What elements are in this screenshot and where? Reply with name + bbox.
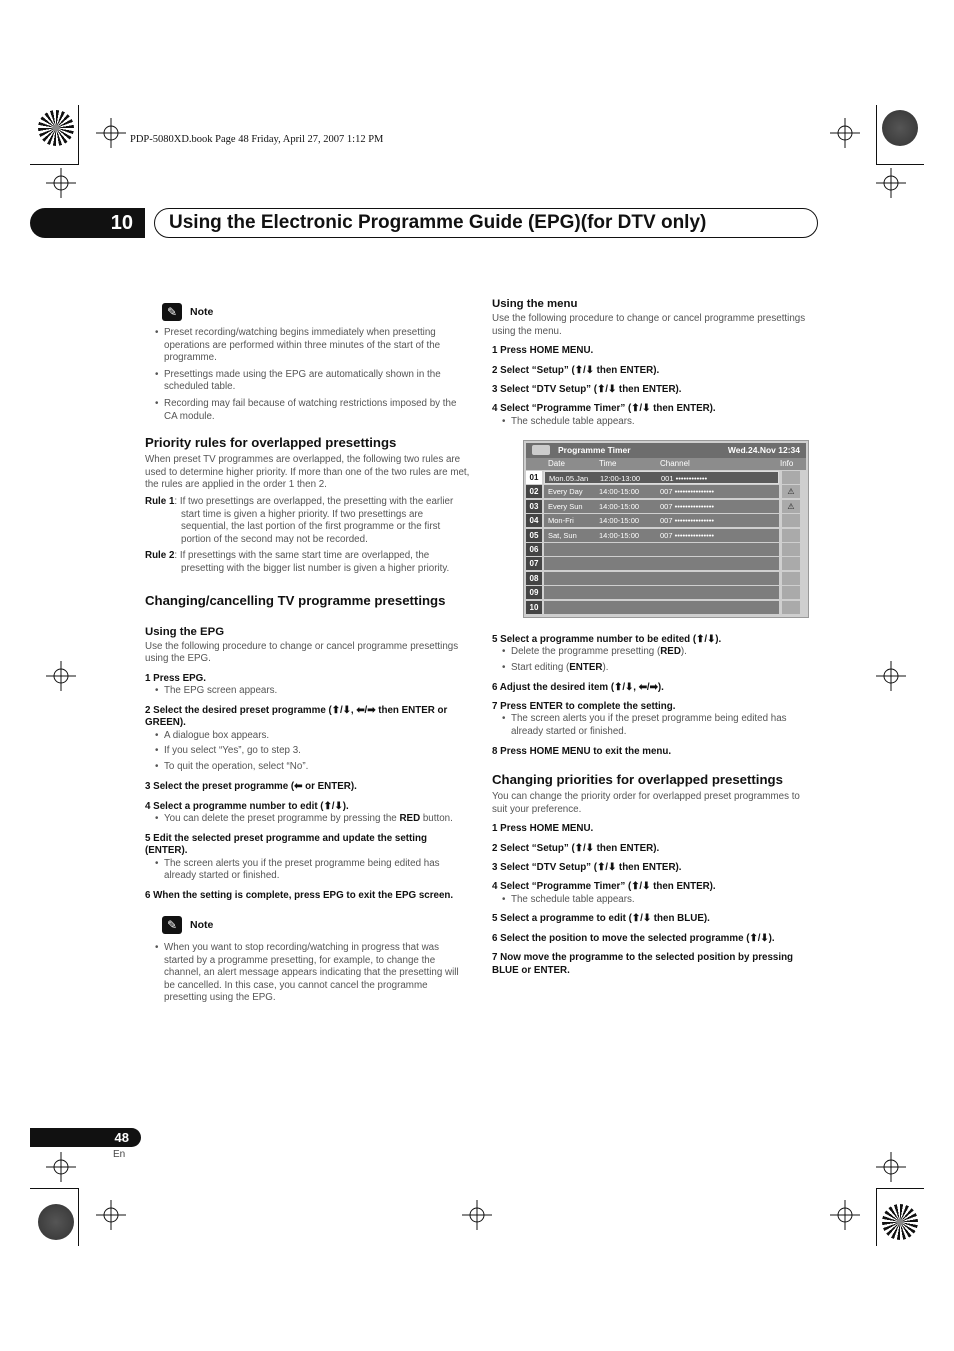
menu-step-7: 7 Press ENTER to complete the setting. [492,701,676,712]
timer-row-body [544,529,779,542]
registration-target-icon [38,1204,74,1240]
timer-row[interactable] [526,485,806,498]
crosshair-icon [46,168,76,198]
crosshair-icon [96,118,126,148]
note-item: • Preset recording/watching begins immediately when presetting operations are performed within three minutes of the start of the programme. [155,327,470,365]
registration-target-icon [882,1204,918,1240]
note-list [155,327,470,423]
timer-row-date: Sat, Sun [548,530,577,540]
note-item: • Presettings made using the EPG are automatically shown in the scheduled table. [155,369,470,394]
priority-intro: When preset TV programmes are overlapped, the following two rules are used to determine higher priority. If more than one of the two rules are met, the rules are applied in the order 1 then 2. [145,454,470,491]
timer-row-channel: 001 •••••••••••• [661,474,708,483]
crosshair-icon [462,1200,492,1230]
printer-slug: PDP-5080XD.book Page 48 Friday, April 27, 2007 1:12 PM [130,134,384,145]
note-item: • Recording may fail because of watching restrictions imposed by the CA module. [155,398,470,423]
crosshair-icon [830,1200,860,1230]
chapter-title: Using the Electronic Programme Guide (EPG)(for DTV only) [154,208,818,238]
enter-key: ENTER [569,662,603,673]
timer-row-body [544,601,779,614]
epg-step-2: 2 Select the desired preset programme (⬆/⬇, ⬅/➡ then ENTER or GREEN). [145,704,448,729]
timer-row-number: 05 [526,529,542,542]
epg-subheading: Using the EPG [145,625,225,638]
timer-row-time: 14:00-15:00 [599,530,640,540]
rule-1-text: : If two presettings are overlapped, the presetting with the earlier start time is given a higher priority. If two presettings are sequential, the last portion of the first programme or the first portion of the second may not be recorded. [174,495,454,545]
menu-step-1: 1 Press HOME MENU. [492,345,594,357]
timer-row-time: 14:00-15:00 [599,487,640,497]
timer-row-channel: 007 ••••••••••••••• [660,501,714,511]
timer-row[interactable] [526,586,806,599]
menu-step-5-bullet [502,662,817,675]
rule-2-text: : If presettings with the same start time are overlapped, the presetting with the bigger list number is given a higher priority. [174,550,450,574]
timer-row-body [544,471,779,484]
rule-2 [145,550,470,575]
note-item: • When you want to stop recording/watching in progress that was started by a programme presetting, for example, to change the channel, an alert message appears indicating that the presetting will be cancelled. In this case, you cannot cancel the programme presetting using the EPG. [155,942,470,1005]
timer-row-date: Every Day [548,487,583,497]
timer-row-channel: 007 ••••••••••••••• [660,516,714,526]
rule-1-label: Rule 1 [145,495,175,507]
timer-row-info-icon: ⚠ [782,485,800,498]
menu-step-4-bullet: • The schedule table appears. [502,416,817,429]
menu-step-3: 3 Select “DTV Setup” (⬆/⬇ then ENTER). [492,384,682,395]
header-info: Info [780,459,794,468]
language-code: En [113,1149,126,1160]
timer-row-number: 01 [526,471,542,484]
epg-step-4-bullet [155,813,470,826]
timer-row-number: 03 [526,500,542,513]
crosshair-icon [830,118,860,148]
epg-step-5-bullet: • The screen alerts you if the preset programme being edited has already started or finished. [155,858,470,883]
timer-row-channel: 007 ••••••••••••••• [660,487,714,497]
timer-row[interactable] [526,471,806,484]
epg-step-1-bullet: • The EPG screen appears. [155,685,470,698]
overlap-step-7: 7 Now move the programme to the selected position by pressing BLUE or ENTER. [492,952,794,976]
menu-step-5: 5 Select a programme number to be edited (⬆/⬇). [492,634,722,645]
timer-row-time: 14:00-15:00 [599,516,640,526]
crosshair-icon [876,661,906,691]
timer-row-body [544,557,779,570]
overlap-step-4: 4 Select “Programme Timer” (⬆/⬇ then ENTER). [492,881,716,893]
timer-row-info-icon [782,557,800,570]
note-header [162,916,470,934]
changing-heading: Changing/cancelling TV programme presettings [145,592,446,608]
timer-row-number: 07 [526,557,542,570]
timer-row-body [544,572,779,585]
programme-timer-screen [523,440,809,618]
page-number: 48 [30,1128,141,1147]
timer-row-body [544,514,779,527]
registration-target-icon [38,110,74,146]
rule-2-label: Rule 2 [145,550,175,562]
overlap-intro: You can change the priority order for overlapped preset programmes to suit your preference. [492,791,800,815]
registration-target-icon [882,110,918,146]
menu-step-5-bullet [502,646,817,659]
overlap-step-6: 6 Select the position to move the selected programme (⬆/⬇). [492,932,775,944]
crosshair-icon [46,661,76,691]
timer-row-number: 02 [526,485,542,498]
crosshair-icon [96,1200,126,1230]
timer-row-body [544,543,779,556]
programme-timer-titlebar [526,443,806,458]
left-column [145,303,470,1005]
timer-row-body [544,500,779,513]
header-date: Date [548,459,565,468]
menu-step-8: 8 Press HOME MENU to exit the menu. [492,745,672,757]
timer-row-number: 09 [526,586,542,599]
timer-row[interactable] [526,514,806,527]
epg-step-5: 5 Edit the selected preset programme and update the setting (ENTER). [145,832,427,857]
overlap-step-2: 2 Select “Setup” (⬆/⬇ then ENTER). [492,842,660,854]
timer-row-time: 12:00-13:00 [600,474,641,483]
timer-row[interactable] [526,601,806,614]
timer-row-body [544,485,779,498]
header-time: Time [599,459,617,468]
timer-row-info-icon [782,586,800,599]
timer-row-number: 08 [526,572,542,585]
crosshair-icon [876,168,906,198]
right-column-top [492,297,817,428]
epg-step-1: 1 Press EPG. [145,672,206,684]
timer-row-info-icon [782,601,800,614]
timer-row-body [544,586,779,599]
note-pencil-icon: ✎ [162,916,182,934]
chapter-number: 10 [30,208,145,238]
note-label: Note [190,305,214,318]
timer-row-date: Mon-Fri [548,516,574,526]
timer-row-number: 06 [526,543,542,556]
overlap-heading: Changing priorities for overlapped presettings [492,772,783,787]
epg-step-2-bullet: • If you select “Yes”, go to step 3. [155,745,470,758]
epg-step-4-text-end: button. [420,813,453,825]
menu-step-5-text-end: ). [680,646,687,658]
crosshair-icon [876,1152,906,1182]
timer-title: Programme Timer [558,445,631,455]
right-column-bottom [492,634,817,977]
timer-row-number: 04 [526,514,542,527]
red-key: RED [399,813,421,825]
rule-1 [145,496,470,546]
overlap-step-3: 3 Select “DTV Setup” (⬆/⬇ then ENTER). [492,862,682,873]
timer-row[interactable] [526,529,806,542]
timer-row[interactable] [526,572,806,585]
timer-row-date: Every Sun [548,501,583,511]
epg-step-2-bullet: • A dialogue box appears. [155,730,470,743]
tv-icon [532,445,550,455]
timer-row[interactable] [526,543,806,556]
menu-step-4: 4 Select “Programme Timer” (⬆/⬇ then ENTER). [492,403,716,415]
timer-column-headers [526,458,806,470]
header-channel: Channel [660,459,690,468]
timer-row-number: 10 [526,601,542,614]
epg-step-4-text: You can delete the preset programme by pressing the [164,813,400,825]
timer-row-info-icon [782,543,800,556]
red-key: RED [660,646,681,658]
epg-step-6: 6 When the setting is complete, press EPG to exit the EPG screen. [145,889,454,901]
menu-intro: Use the following procedure to change or cancel programme presettings using the menu. [492,313,806,337]
timer-row[interactable] [526,557,806,570]
menu-step-2: 2 Select “Setup” (⬆/⬇ then ENTER). [492,364,660,376]
timer-row-info-icon [782,471,800,484]
epg-step-2-bullet: • To quit the operation, select “No”. [155,761,470,774]
timer-row-info-icon [782,514,800,527]
menu-subheading: Using the menu [492,298,578,310]
menu-step-7-bullet: • The screen alerts you if the preset programme being edited has already started or finished. [502,713,817,738]
menu-step-5c-text-end: ). [602,662,609,673]
note-pencil-icon: ✎ [162,303,182,321]
menu-step-5c-text: Start editing ( [511,662,570,673]
menu-step-5-text: Delete the programme presetting ( [511,646,661,658]
overlap-step-4-bullet: • The schedule table appears. [502,894,817,907]
epg-step-3: 3 Select the preset programme (⬅ or ENTER). [145,781,357,793]
timer-row-channel: 007 ••••••••••••••• [660,530,714,540]
priority-heading: Priority rules for overlapped presettings [145,435,397,451]
menu-step-6: 6 Adjust the desired item (⬆/⬇, ⬅/➡). [492,681,664,693]
note-header [162,303,470,321]
timer-row-info-icon [782,572,800,585]
timer-row-info-icon: ⚠ [782,500,800,513]
timer-row-time: 14:00-15:00 [599,501,640,511]
overlap-step-5: 5 Select a programme to edit (⬆/⬇ then BLUE). [492,913,710,925]
overlap-step-1: 1 Press HOME MENU. [492,823,594,835]
timer-row-info-icon [782,529,800,542]
timer-date: Wed.24.Nov 12:34 [727,445,800,455]
note-label: Note [190,918,214,931]
epg-intro: Use the following procedure to change or cancel programme presettings using the EPG. [145,640,459,665]
epg-step-4: 4 Select a programme number to edit (⬆/⬇). [145,800,349,812]
timer-row-date: Mon.05.Jan [549,474,589,483]
timer-row[interactable] [526,500,806,513]
crosshair-icon [46,1152,76,1182]
